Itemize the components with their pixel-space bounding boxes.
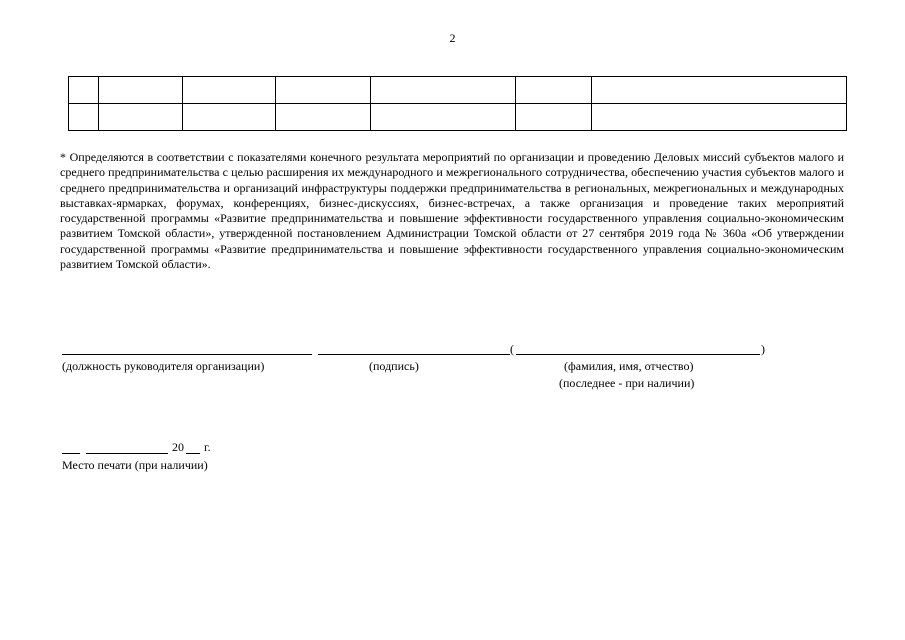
date-year-prefix: 20 — [172, 440, 184, 454]
table-cell — [592, 104, 847, 131]
table-cell — [183, 104, 276, 131]
table-cell — [371, 104, 516, 131]
table-cell — [276, 104, 371, 131]
table-cell — [69, 77, 99, 104]
signature-caption: (подпись) — [369, 359, 419, 373]
name-note: (последнее - при наличии) — [559, 376, 695, 390]
page-number: 2 — [449, 31, 456, 45]
position-line — [62, 354, 312, 355]
seal-caption: Место печати (при наличии) — [62, 458, 208, 472]
name-line — [516, 354, 760, 355]
table-cell — [99, 104, 183, 131]
table-cell — [183, 77, 276, 104]
signature-line — [318, 354, 510, 355]
table-cell — [592, 77, 847, 104]
table-row — [69, 77, 847, 104]
name-caption: (фамилия, имя, отчество) — [564, 359, 694, 373]
table-cell — [69, 104, 99, 131]
date-day-line — [62, 453, 80, 454]
table-cell — [276, 77, 371, 104]
table-cell — [516, 104, 592, 131]
name-open-paren: ( — [510, 342, 514, 356]
name-close-paren: ) — [761, 342, 765, 356]
table-cell — [99, 77, 183, 104]
footnote: * Определяются в соответствии с показателями конечного результата мероприятий по организации и проведению Деловых миссий субъектов малого и среднего предпринимательства с целью расширения их международного и межрегионального сотрудничества, обеспечению участия субъектов малого и среднего предпринимательства и организаций инфраструктуры поддержки предпринимательства в региональных, межрегиональных и международных выставках-ярмарках, форумах, конференциях, бизнес-дискуссиях, бизнес-встречах, а также организация и проведение таких мероприятий государственной программы «Развитие предпринимательства и повышение эффективности государственного управления социально-экономическим развитием Томской области», утвержденной постановлением Администрации Томской области от 27 сентября 2019 года № 360а «Об утверждении государственной программы «Развитие предпринимательства и повышение эффективности государственного управления социально-экономическим развитием Томской области». — [60, 150, 844, 272]
position-caption: (должность руководителя организации) — [62, 359, 265, 373]
date-year-line — [186, 453, 200, 454]
table-cell — [371, 77, 516, 104]
date-month-line — [86, 453, 168, 454]
date-year-suffix: г. — [204, 440, 211, 454]
table-cell — [516, 77, 592, 104]
data-table — [68, 76, 847, 131]
table-row — [69, 104, 847, 131]
